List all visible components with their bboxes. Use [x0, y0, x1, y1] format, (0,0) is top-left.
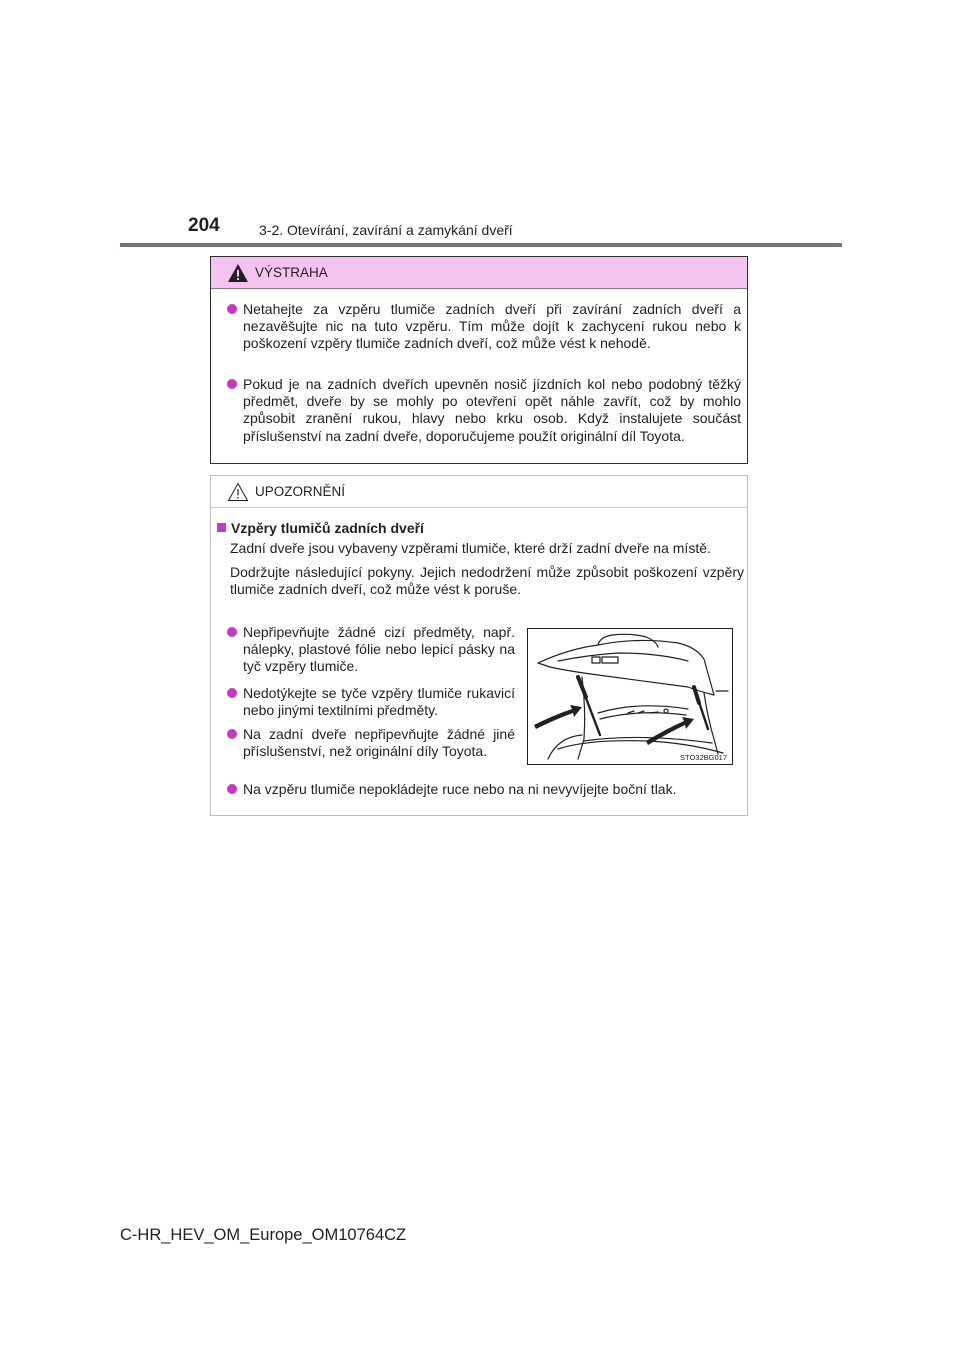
warning-item-text: Netahejte za vzpěru tlumiče zadních dveří při zavírání zadních dveří a nezavěšujte nic na tuto vzpěru. Tím může dojít k zachycení rukou nebo k poškození vzpěry tlumiče zadních dveří, což může vést k nehodě. [243, 301, 741, 352]
bullet-dot [227, 627, 237, 637]
bullet-dot [227, 688, 237, 698]
tailgate-illustration [527, 628, 733, 765]
caution-paragraph-1: Zadní dveře jsou vybaveny vzpěrami tlumiče, které drží zadní dveře na místě. [230, 540, 711, 556]
caution-item-text: Na zadní dveře nepřipevňujte žádné jiné příslušenství, než originální díly Toyota. [243, 726, 515, 760]
bullet-dot [227, 379, 237, 389]
section-title: 3-2. Otevírání, zavírání a zamykání dveří [259, 222, 513, 238]
caution-item-text: Nepřipevňujte žádné cizí předměty, např. nálepky, plastové fólie nebo lepicí pásky na tyč vzpěry tlumiče. [243, 624, 515, 675]
square-bullet [217, 523, 226, 532]
caution-item-text: Nedotýkejte se tyče vzpěry tlumiče rukavicí nebo jinými textilními předměty. [243, 685, 515, 719]
warning-box [210, 256, 748, 464]
warning-triangle-icon [227, 263, 249, 283]
warning-title: VÝSTRAHA [255, 265, 328, 280]
figure-code: STO32BG017 [680, 753, 727, 762]
caution-title: UPOZORNĚNÍ [255, 484, 346, 499]
caution-paragraph-2: Dodržujte následující pokyny. Jejich nedodržení může způsobit poškození vzpěry tlumiče zadních dveří, což může vést k poruše. [230, 564, 744, 598]
tailgate-drawing [528, 629, 732, 764]
header-rule [120, 243, 842, 247]
document-footer: C-HR_HEV_OM_Europe_OM10764CZ [120, 1226, 407, 1244]
warning-item-text: Pokud je na zadních dveřích upevněn nosič jízdních kol nebo podobný těžký předmět, dveře by se mohly po otevření opět náhle zavřít, což by mohlo způsobit zranění rukou, hlavy nebo krku osob. Když instalujete součást příslušenství na zadní dveře, doporučujeme použít originální díl Toyota. [243, 376, 741, 444]
caution-box [210, 475, 748, 816]
caution-header [211, 476, 747, 508]
subheading-text: Vzpěry tlumičů zadních dveří [231, 520, 424, 536]
bullet-dot [227, 784, 237, 794]
bullet-dot [227, 729, 237, 739]
page-number: 204 [188, 215, 220, 236]
caution-triangle-icon [227, 482, 249, 502]
caution-item-text: Na vzpěru tlumiče nepokládejte ruce nebo na ni nevyvíjejte boční tlak. [243, 781, 677, 797]
warning-header [211, 257, 747, 289]
bullet-dot [227, 304, 237, 314]
